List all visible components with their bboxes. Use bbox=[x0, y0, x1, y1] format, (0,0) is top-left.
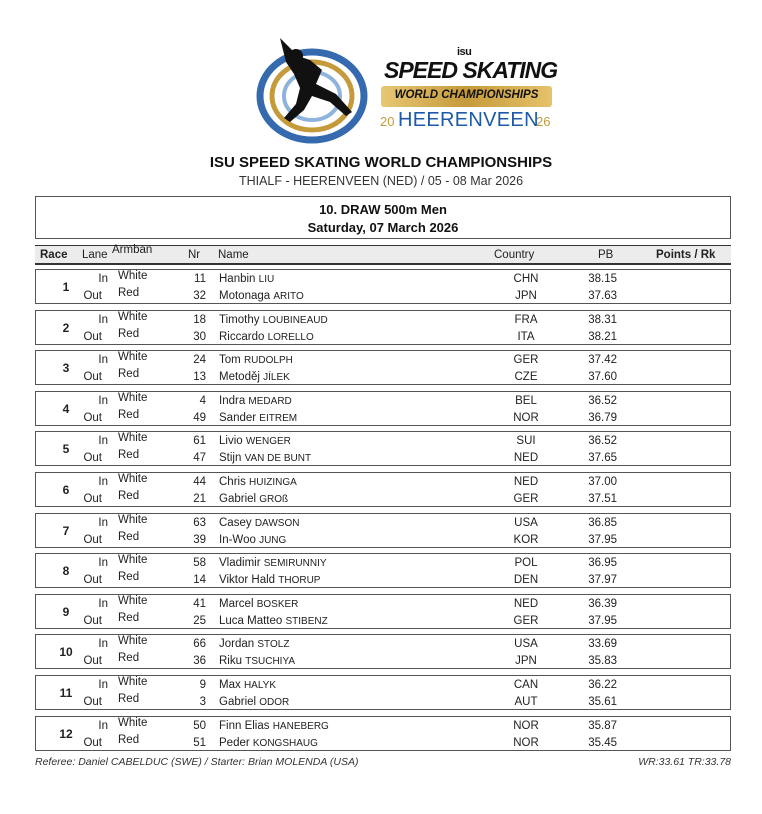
lane-cell: In bbox=[98, 720, 108, 732]
skater-row bbox=[36, 369, 730, 386]
bib-number-cell: 18 bbox=[193, 314, 206, 326]
personal-best-cell: 37.95 bbox=[588, 534, 617, 546]
country-cell: JPN bbox=[515, 290, 537, 302]
col-points-rank: Points / Rk bbox=[656, 249, 716, 261]
speed-skater-emblem bbox=[250, 26, 380, 148]
logo-subtitle: WORLD CHAMPIONSHIPS bbox=[394, 89, 539, 101]
country-cell: NOR bbox=[513, 412, 539, 424]
personal-best-cell: 35.45 bbox=[588, 737, 617, 749]
skater-row bbox=[36, 677, 730, 694]
race-block bbox=[35, 634, 731, 669]
race-number: 3 bbox=[62, 361, 70, 375]
lane-cell: Out bbox=[83, 290, 102, 302]
skater-row bbox=[36, 329, 730, 346]
lane-cell: In bbox=[98, 638, 108, 650]
lane-cell: Out bbox=[83, 331, 102, 343]
surname: LORELLO bbox=[267, 332, 314, 343]
bib-number-cell: 51 bbox=[193, 737, 206, 749]
skater-row bbox=[36, 312, 730, 329]
given-name: Gabriel bbox=[219, 493, 257, 505]
given-name: Gabriel bbox=[219, 696, 257, 708]
armband-cell: White bbox=[118, 676, 148, 688]
country-cell: CZE bbox=[514, 371, 538, 383]
lane-cell: In bbox=[98, 314, 108, 326]
skater-name-cell bbox=[219, 557, 327, 569]
bib-number-cell: 11 bbox=[194, 273, 206, 285]
skater-name-cell bbox=[219, 598, 298, 610]
surname: HALYK bbox=[243, 680, 276, 691]
skater-name-cell bbox=[219, 452, 311, 464]
skater-name-cell bbox=[219, 412, 297, 424]
skater-name-cell bbox=[219, 395, 292, 407]
skater-row bbox=[36, 636, 730, 653]
armband-cell: Red bbox=[118, 531, 140, 543]
logo-year-left: 20 bbox=[380, 114, 395, 129]
surname: LOUBINEAUD bbox=[262, 315, 328, 326]
skater-name-cell bbox=[219, 696, 289, 708]
race-block bbox=[35, 513, 731, 548]
skater-row bbox=[36, 613, 730, 630]
armband-cell: Red bbox=[118, 449, 140, 461]
personal-best-cell: 38.21 bbox=[588, 331, 617, 343]
skater-name-cell bbox=[219, 679, 276, 691]
col-pb: PB bbox=[598, 249, 614, 261]
race-block bbox=[35, 716, 731, 751]
lane-cell: Out bbox=[83, 615, 102, 627]
country-cell: AUT bbox=[514, 696, 538, 708]
bib-number-cell: 36 bbox=[193, 655, 206, 667]
bib-number-cell: 14 bbox=[193, 574, 206, 586]
given-name: Riku bbox=[219, 655, 243, 667]
lane-cell: In bbox=[98, 435, 108, 447]
lane-cell: Out bbox=[83, 574, 102, 586]
skater-name-cell bbox=[219, 273, 274, 285]
race-block bbox=[35, 350, 731, 385]
armband-cell: Red bbox=[118, 612, 140, 624]
country-cell: GER bbox=[513, 354, 539, 366]
personal-best-cell: 36.85 bbox=[588, 517, 617, 529]
given-name: Peder bbox=[219, 737, 250, 749]
officials-line: Referee: Daniel CABELDUC (SWE) / Starter: Brian MOLENDA (USA) bbox=[35, 756, 359, 768]
surname: LIU bbox=[258, 274, 275, 285]
skater-row bbox=[36, 596, 730, 613]
skater-row bbox=[36, 532, 730, 549]
given-name: Vladimir bbox=[219, 557, 261, 569]
table-header bbox=[35, 245, 731, 265]
personal-best-cell: 38.15 bbox=[588, 273, 617, 285]
given-name: Max bbox=[219, 679, 241, 691]
personal-best-cell: 35.83 bbox=[588, 655, 617, 667]
armband-cell: White bbox=[118, 595, 148, 607]
skater-row bbox=[36, 450, 730, 467]
personal-best-cell: 36.95 bbox=[588, 557, 617, 569]
surname: JÍLEK bbox=[263, 372, 290, 383]
lane-cell: In bbox=[98, 517, 108, 529]
armband-cell: Red bbox=[118, 652, 140, 664]
given-name: Finn Elias bbox=[219, 720, 270, 732]
skater-name-cell bbox=[219, 534, 286, 546]
bib-number-cell: 47 bbox=[193, 452, 206, 464]
skater-row bbox=[36, 474, 730, 491]
armband-cell: White bbox=[118, 270, 148, 282]
armband-cell: White bbox=[118, 514, 148, 526]
skater-row bbox=[36, 271, 730, 288]
country-cell: NOR bbox=[513, 720, 539, 732]
logo-host-city: HEERENVEEN bbox=[398, 109, 539, 131]
armband-cell: Red bbox=[118, 734, 140, 746]
page-title: ISU SPEED SKATING WORLD CHAMPIONSHIPS bbox=[209, 154, 553, 171]
armband-cell: White bbox=[118, 311, 148, 323]
country-cell: ITA bbox=[517, 331, 535, 343]
skater-name-cell bbox=[219, 435, 291, 447]
country-cell: NOR bbox=[513, 737, 539, 749]
armband-cell: White bbox=[118, 473, 148, 485]
race-number: 6 bbox=[62, 483, 70, 497]
personal-best-cell: 37.51 bbox=[588, 493, 617, 505]
surname: GROß bbox=[259, 494, 289, 505]
lane-cell: Out bbox=[83, 655, 102, 667]
country-cell: CAN bbox=[513, 679, 539, 691]
surname: STIBENZ bbox=[285, 616, 328, 627]
col-country: Country bbox=[494, 249, 535, 261]
personal-best-cell: 37.63 bbox=[588, 290, 617, 302]
skater-row bbox=[36, 694, 730, 711]
skater-name-cell bbox=[219, 476, 297, 488]
skater-row bbox=[36, 735, 730, 752]
given-name: Indra bbox=[219, 395, 246, 407]
race-block bbox=[35, 269, 731, 304]
lane-cell: Out bbox=[83, 412, 102, 424]
race-number: 7 bbox=[62, 524, 70, 538]
armband-cell: Red bbox=[118, 571, 140, 583]
country-cell: USA bbox=[514, 517, 538, 529]
skater-name-cell bbox=[219, 354, 293, 366]
given-name: Sander bbox=[219, 412, 257, 424]
given-name: Livio bbox=[219, 435, 243, 447]
personal-best-cell: 36.39 bbox=[588, 598, 617, 610]
event-title: 10. DRAW 500m Men bbox=[319, 202, 447, 217]
country-cell: NED bbox=[513, 476, 539, 488]
bib-number-cell: 39 bbox=[193, 534, 206, 546]
skater-row bbox=[36, 393, 730, 410]
race-number: 10 bbox=[59, 645, 73, 659]
race-number: 8 bbox=[62, 564, 70, 578]
skater-name-cell bbox=[219, 371, 290, 383]
country-cell: NED bbox=[513, 598, 539, 610]
armband-cell: Red bbox=[118, 409, 140, 421]
skater-row bbox=[36, 491, 730, 508]
given-name: Chris bbox=[219, 476, 246, 488]
lane-cell: In bbox=[98, 273, 108, 285]
race-number: 11 bbox=[59, 686, 73, 700]
personal-best-cell: 38.31 bbox=[588, 314, 617, 326]
race-number: 4 bbox=[62, 402, 70, 416]
personal-best-cell: 36.52 bbox=[588, 395, 617, 407]
skater-name-cell bbox=[219, 638, 289, 650]
skater-row bbox=[36, 555, 730, 572]
col-armband: Armban bbox=[112, 244, 153, 256]
personal-best-cell: 37.00 bbox=[588, 476, 617, 488]
bib-number-cell: 44 bbox=[193, 476, 206, 488]
personal-best-cell: 35.61 bbox=[588, 696, 617, 708]
race-number: 2 bbox=[62, 321, 70, 335]
surname: THORUP bbox=[278, 575, 321, 586]
surname: JUNG bbox=[259, 535, 287, 546]
surname: HANEBERG bbox=[272, 721, 329, 732]
lane-cell: Out bbox=[83, 493, 102, 505]
bib-number-cell: 30 bbox=[193, 331, 206, 343]
race-block bbox=[35, 472, 731, 507]
country-cell: KOR bbox=[513, 534, 539, 546]
col-lane: Lane bbox=[82, 249, 108, 261]
surname: EITREM bbox=[259, 413, 298, 424]
personal-best-cell: 37.65 bbox=[588, 452, 617, 464]
bib-number-cell: 58 bbox=[193, 557, 206, 569]
given-name: Jordan bbox=[219, 638, 255, 650]
race-block bbox=[35, 675, 731, 710]
footer bbox=[35, 756, 731, 768]
given-name: Motonaga bbox=[219, 290, 271, 302]
lane-cell: In bbox=[98, 679, 108, 691]
lane-cell: Out bbox=[83, 696, 102, 708]
skater-row bbox=[36, 653, 730, 670]
skater-name-cell bbox=[219, 655, 295, 667]
country-cell: JPN bbox=[515, 655, 537, 667]
bib-number-cell: 4 bbox=[199, 395, 206, 407]
armband-cell: White bbox=[118, 392, 148, 404]
bib-number-cell: 3 bbox=[199, 696, 206, 708]
skater-name-cell bbox=[219, 314, 328, 326]
armband-cell: White bbox=[118, 432, 148, 444]
surname: VAN DE BUNT bbox=[244, 453, 312, 464]
country-cell: GER bbox=[513, 615, 539, 627]
skater-name-cell bbox=[219, 331, 314, 343]
race-block bbox=[35, 431, 731, 466]
records-line: WR:33.61 TR:33.78 bbox=[638, 756, 731, 768]
bib-number-cell: 32 bbox=[193, 290, 206, 302]
surname: STOLZ bbox=[257, 639, 290, 650]
race-block bbox=[35, 594, 731, 629]
col-nr: Nr bbox=[188, 249, 201, 261]
personal-best-cell: 36.52 bbox=[588, 435, 617, 447]
given-name: Tom bbox=[219, 354, 241, 366]
surname: SEMIRUNNIY bbox=[263, 558, 327, 569]
logo-year-right: 26 bbox=[536, 114, 551, 129]
skater-row bbox=[36, 352, 730, 369]
personal-best-cell: 36.22 bbox=[588, 679, 617, 691]
bib-number-cell: 63 bbox=[193, 517, 206, 529]
personal-best-cell: 33.69 bbox=[588, 638, 617, 650]
bib-number-cell: 61 bbox=[193, 435, 206, 447]
surname: HUIZINGA bbox=[249, 477, 297, 488]
given-name: Luca Matteo bbox=[219, 615, 283, 627]
surname: WENGER bbox=[245, 436, 291, 447]
race-number: 12 bbox=[59, 727, 73, 741]
isu-wordmark: isu bbox=[457, 46, 472, 58]
race-number: 9 bbox=[62, 605, 70, 619]
bib-number-cell: 50 bbox=[193, 720, 206, 732]
country-cell: FRA bbox=[514, 314, 538, 326]
surname: MEDARD bbox=[248, 396, 292, 407]
armband-cell: White bbox=[118, 554, 148, 566]
given-name: Riccardo bbox=[219, 331, 265, 343]
given-name: In-Woo bbox=[219, 534, 256, 546]
surname: RUDOLPH bbox=[243, 355, 293, 366]
skater-name-cell bbox=[219, 493, 288, 505]
surname: ARITO bbox=[273, 291, 304, 302]
country-cell: SUI bbox=[516, 435, 536, 447]
country-cell: USA bbox=[514, 638, 538, 650]
personal-best-cell: 36.79 bbox=[588, 412, 617, 424]
skater-name-cell bbox=[219, 615, 328, 627]
personal-best-cell: 37.60 bbox=[588, 371, 617, 383]
armband-cell: Red bbox=[118, 328, 140, 340]
bib-number-cell: 49 bbox=[193, 412, 206, 424]
surname: TSUCHIYA bbox=[245, 656, 296, 667]
country-cell: NED bbox=[513, 452, 539, 464]
bib-number-cell: 21 bbox=[193, 493, 206, 505]
lane-cell: Out bbox=[83, 452, 102, 464]
race-number: 5 bbox=[62, 442, 70, 456]
armband-cell: Red bbox=[118, 287, 140, 299]
skater-row bbox=[36, 515, 730, 532]
lane-cell: Out bbox=[83, 371, 102, 383]
skater-row bbox=[36, 410, 730, 427]
skater-name-cell bbox=[219, 737, 318, 749]
bib-number-cell: 41 bbox=[193, 598, 206, 610]
given-name: Hanbin bbox=[219, 273, 256, 285]
race-block bbox=[35, 391, 731, 426]
country-cell: BEL bbox=[515, 395, 537, 407]
personal-best-cell: 37.97 bbox=[588, 574, 617, 586]
event-box bbox=[35, 196, 731, 239]
surname: ODOR bbox=[259, 697, 290, 708]
skater-row bbox=[36, 288, 730, 305]
given-name: Stijn bbox=[219, 452, 242, 464]
personal-best-cell: 35.87 bbox=[588, 720, 617, 732]
venue-line: THIALF - HEERENVEEN (NED) / 05 - 08 Mar 2026 bbox=[238, 174, 524, 188]
race-block bbox=[35, 553, 731, 588]
bib-number-cell: 13 bbox=[193, 371, 206, 383]
skater-row bbox=[36, 572, 730, 589]
country-cell: POL bbox=[514, 557, 538, 569]
col-name: Name bbox=[218, 249, 249, 261]
armband-cell: Red bbox=[118, 693, 140, 705]
armband-cell: White bbox=[118, 635, 148, 647]
skater-row bbox=[36, 433, 730, 450]
surname: BOSKER bbox=[256, 599, 299, 610]
lane-cell: In bbox=[98, 395, 108, 407]
personal-best-cell: 37.42 bbox=[588, 354, 617, 366]
armband-cell: Red bbox=[118, 368, 140, 380]
lane-cell: In bbox=[98, 476, 108, 488]
personal-best-cell: 37.95 bbox=[588, 615, 617, 627]
surname: KONGSHAUG bbox=[252, 738, 318, 749]
given-name: Marcel bbox=[219, 598, 254, 610]
armband-cell: White bbox=[118, 351, 148, 363]
country-cell: CHN bbox=[513, 273, 539, 285]
lane-cell: Out bbox=[83, 737, 102, 749]
country-cell: DEN bbox=[513, 574, 539, 586]
surname: DAWSON bbox=[254, 518, 300, 529]
race-number: 1 bbox=[62, 280, 70, 294]
given-name: Casey bbox=[219, 517, 252, 529]
country-cell: GER bbox=[513, 493, 539, 505]
lane-cell: Out bbox=[83, 534, 102, 546]
skater-name-cell bbox=[219, 720, 329, 732]
given-name: Timothy bbox=[219, 314, 260, 326]
given-name: Viktor Hald bbox=[219, 574, 276, 586]
skater-name-cell bbox=[219, 517, 299, 529]
armband-cell: Red bbox=[118, 490, 140, 502]
col-race: Race bbox=[40, 249, 68, 261]
bib-number-cell: 25 bbox=[193, 615, 206, 627]
given-name: Metoděj bbox=[219, 371, 260, 383]
event-logo bbox=[250, 26, 560, 148]
lane-cell: In bbox=[98, 557, 108, 569]
bib-number-cell: 24 bbox=[193, 354, 206, 366]
bib-number-cell: 66 bbox=[193, 638, 206, 650]
event-date: Saturday, 07 March 2026 bbox=[307, 220, 459, 235]
logo-title: SPEED SKATING bbox=[384, 57, 558, 83]
bib-number-cell: 9 bbox=[199, 679, 206, 691]
armband-cell: White bbox=[118, 717, 148, 729]
lane-cell: In bbox=[98, 354, 108, 366]
race-block bbox=[35, 310, 731, 345]
skater-row bbox=[36, 718, 730, 735]
skater-name-cell bbox=[219, 290, 304, 302]
lane-cell: In bbox=[98, 598, 108, 610]
skater-name-cell bbox=[219, 574, 320, 586]
